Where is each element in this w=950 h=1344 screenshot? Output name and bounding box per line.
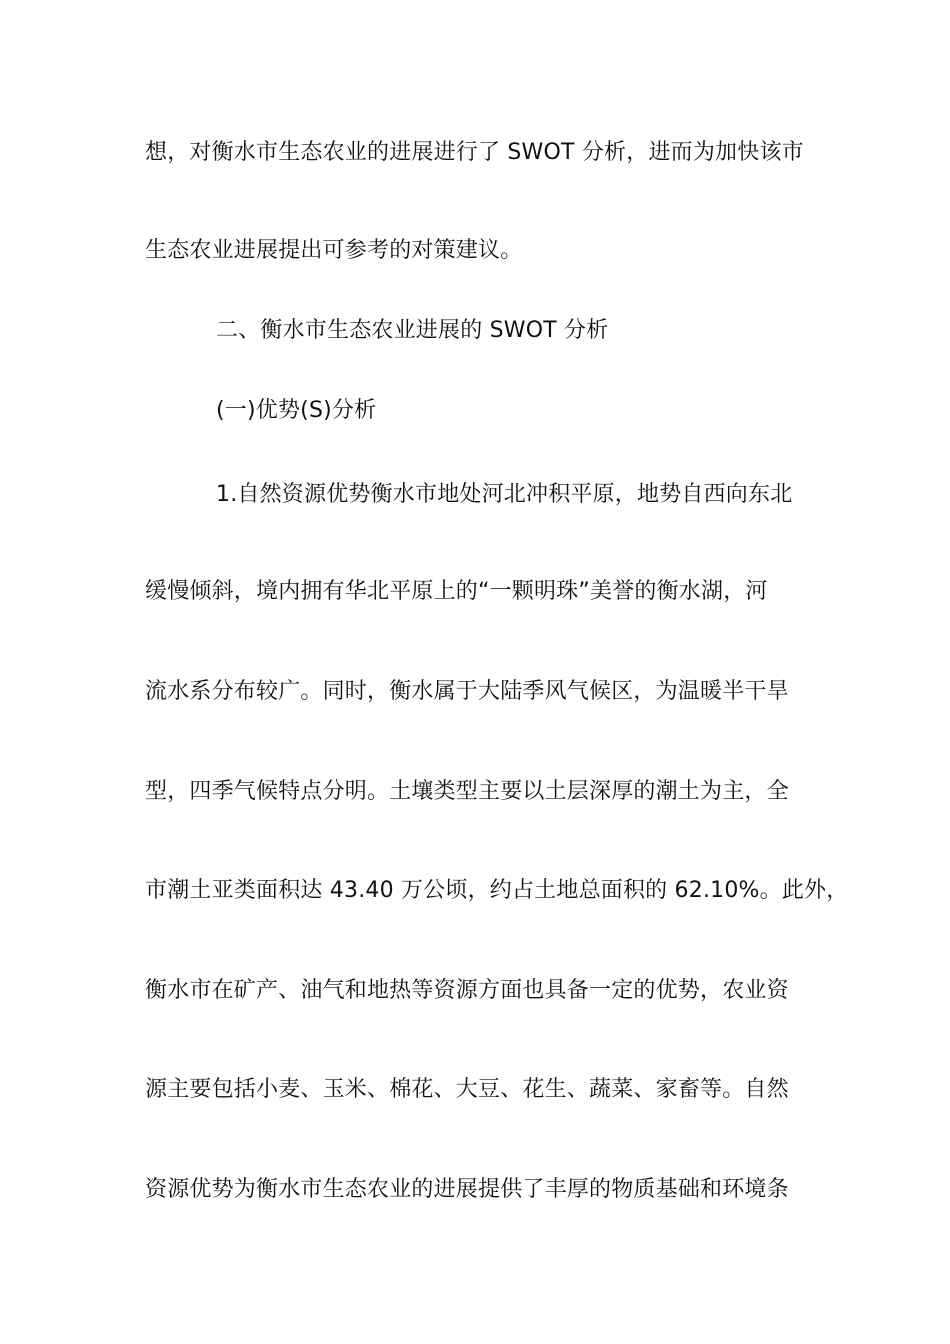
body-text-line: 市潮土亚类面积达 43.40 万公顷，约占土地总面积的 62.10%。此外， xyxy=(145,878,849,903)
section-heading: 二、衡水市生态农业进展的 SWOT 分析 xyxy=(216,318,609,343)
body-text-line: 型，四季气候特点分明。土壤类型主要以土层深厚的潮土为主，全 xyxy=(145,779,789,804)
body-text-line: 想，对衡水市生态农业的进展进行了 SWOT 分析，进而为加快该市 xyxy=(145,140,804,165)
body-text-line: 流水系分布较广。同时，衡水属于大陆季风气候区，为温暖半干旱 xyxy=(145,679,789,704)
subsection-heading: (一)优势(S)分析 xyxy=(216,398,377,423)
paragraph-first-line: 1.自然资源优势衡水市地处河北冲积平原，地势自西向东北 xyxy=(216,482,793,507)
body-text-line: 缓慢倾斜，境内拥有华北平原上的“一颗明珠”美誉的衡水湖，河 xyxy=(145,579,768,604)
body-text-line: 生态农业进展提出可参考的对策建议。 xyxy=(145,238,523,263)
body-text-line: 源主要包括小麦、玉米、棉花、大豆、花生、蔬菜、家畜等。自然 xyxy=(145,1077,789,1102)
body-text-line: 衡水市在矿产、油气和地热等资源方面也具备一定的优势，农业资 xyxy=(145,978,789,1003)
body-text-line: 资源优势为衡水市生态农业的进展提供了丰厚的物质基础和环境条 xyxy=(145,1177,789,1202)
